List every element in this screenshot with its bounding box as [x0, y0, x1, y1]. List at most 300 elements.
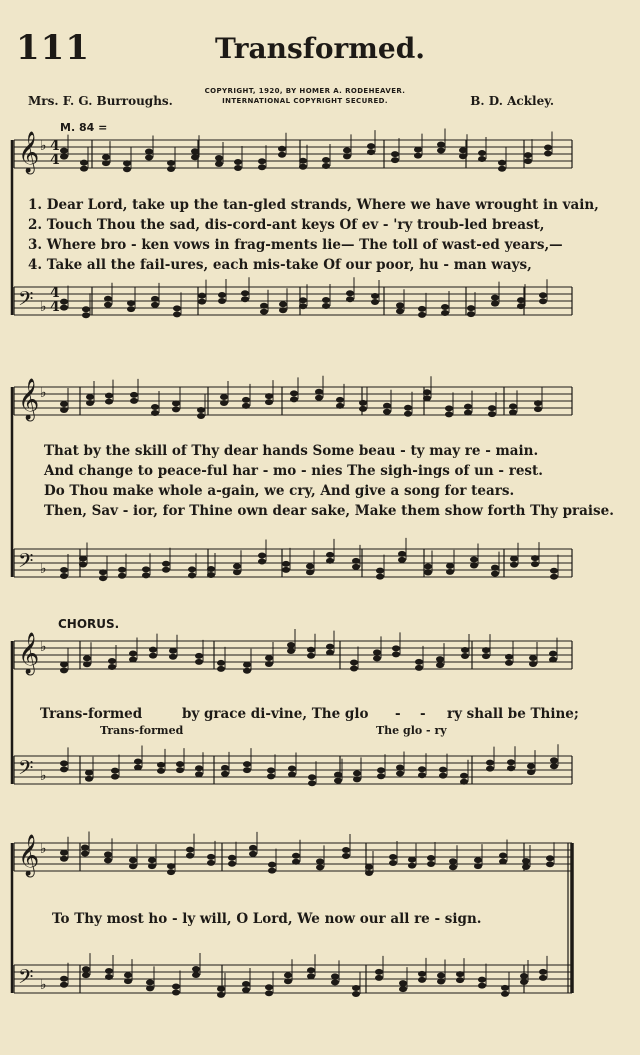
note-head	[373, 649, 381, 655]
note-head	[352, 558, 360, 564]
note-head	[343, 153, 351, 159]
note-head	[105, 399, 113, 405]
note-head	[151, 410, 159, 416]
note-head	[524, 158, 532, 164]
note-head	[207, 854, 215, 860]
note-head	[195, 765, 203, 771]
note-head	[464, 404, 472, 410]
note-head	[118, 567, 126, 573]
composer-credit: B. D. Ackley.	[470, 94, 554, 108]
note-head	[408, 863, 416, 869]
note-head	[505, 654, 513, 660]
note-head	[268, 868, 276, 874]
note-head	[306, 569, 314, 575]
note-head	[491, 571, 499, 577]
note-head	[359, 400, 367, 406]
note-head	[129, 863, 137, 869]
note-head	[392, 651, 400, 657]
note-head	[491, 301, 499, 307]
note-head	[461, 653, 469, 659]
note-head	[221, 765, 229, 771]
note-head	[322, 157, 330, 163]
note-head	[81, 851, 89, 857]
key-flat: ♭	[40, 138, 47, 154]
time-signature: 4	[50, 299, 60, 315]
verse-1-line: 1. Dear Lord, take up the tan-gled strands, Where we have wrought in vain,	[28, 197, 599, 213]
note-head	[186, 853, 194, 859]
note-head	[478, 983, 486, 989]
note-head	[172, 400, 180, 406]
note-head	[279, 301, 287, 307]
bass-cue-lyric: The glo - ry	[376, 724, 447, 737]
note-head	[383, 409, 391, 415]
note-head	[258, 164, 266, 170]
note-head	[507, 759, 515, 765]
note-head	[129, 651, 137, 657]
hymn-title: Transformed.	[214, 32, 426, 65]
note-head	[299, 158, 307, 164]
note-head	[445, 411, 453, 417]
note-head	[427, 855, 435, 861]
note-head	[104, 851, 112, 857]
note-head	[550, 763, 558, 769]
note-head	[130, 398, 138, 404]
note-head	[104, 296, 112, 302]
note-head	[102, 154, 110, 160]
note-head	[505, 660, 513, 666]
note-head	[142, 572, 150, 578]
verse-2-line: And change to peace-ful har - mo - nies The sigh-ings of un - rest.	[44, 463, 543, 479]
metronome-mark: M. 84 =	[60, 121, 108, 134]
note-head	[326, 650, 334, 656]
note-head	[127, 306, 135, 312]
note-head	[299, 297, 307, 303]
note-head	[83, 655, 91, 661]
note-head	[85, 776, 93, 782]
note-head	[316, 864, 324, 870]
note-head	[474, 857, 482, 863]
note-head	[342, 847, 350, 853]
note-head	[316, 858, 324, 864]
note-head	[396, 765, 404, 771]
note-head	[79, 562, 87, 568]
note-head	[539, 298, 547, 304]
note-head	[307, 653, 315, 659]
note-head	[188, 572, 196, 578]
key-flat: ♭	[40, 299, 47, 315]
chorus-lyric: Trans-formed	[40, 706, 143, 722]
note-head	[145, 149, 153, 155]
note-head	[60, 573, 68, 579]
note-head	[375, 975, 383, 981]
note-head	[83, 661, 91, 667]
note-head	[167, 160, 175, 166]
note-head	[307, 973, 315, 979]
note-head	[242, 987, 250, 993]
note-head	[151, 302, 159, 308]
note-head	[474, 863, 482, 869]
note-head	[531, 555, 539, 561]
note-head	[195, 771, 203, 777]
treble-clef: 𝄞	[18, 379, 40, 420]
note-head	[172, 406, 180, 412]
note-head	[510, 556, 518, 562]
time-signature: 4	[50, 285, 60, 301]
treble-clef: 𝄞	[18, 633, 40, 674]
note-head	[234, 165, 242, 171]
note-head	[195, 659, 203, 665]
note-head	[307, 967, 315, 973]
hymn-number: 111	[16, 28, 90, 68]
note-head	[157, 768, 165, 774]
note-head	[308, 780, 316, 786]
note-head	[350, 665, 358, 671]
treble-clef: 𝄞	[18, 132, 40, 173]
note-head	[491, 295, 499, 301]
note-head	[151, 296, 159, 302]
note-head	[186, 847, 194, 853]
note-head	[129, 857, 137, 863]
note-head	[346, 290, 354, 296]
note-head	[350, 659, 358, 665]
note-head	[449, 864, 457, 870]
note-head	[145, 155, 153, 161]
note-head	[299, 164, 307, 170]
note-head	[446, 563, 454, 569]
note-head	[284, 978, 292, 984]
note-head	[478, 156, 486, 162]
note-head	[441, 310, 449, 316]
note-head	[80, 160, 88, 166]
note-head	[334, 772, 342, 778]
note-head	[134, 758, 142, 764]
note-head	[162, 561, 170, 567]
note-head	[478, 977, 486, 983]
note-head	[191, 154, 199, 160]
note-head	[415, 665, 423, 671]
note-head	[375, 969, 383, 975]
note-head	[550, 568, 558, 574]
note-head	[169, 654, 177, 660]
note-head	[482, 653, 490, 659]
treble-clef: 𝄞	[18, 835, 40, 876]
note-head	[322, 163, 330, 169]
note-head	[488, 405, 496, 411]
note-head	[82, 306, 90, 312]
note-head	[215, 161, 223, 167]
note-head	[501, 985, 509, 991]
note-head	[507, 765, 515, 771]
note-head	[111, 774, 119, 780]
note-head	[148, 863, 156, 869]
note-head	[546, 861, 554, 867]
note-head	[353, 776, 361, 782]
note-head	[267, 773, 275, 779]
note-head	[265, 990, 273, 996]
note-head	[167, 869, 175, 875]
note-head	[391, 151, 399, 157]
note-head	[228, 855, 236, 861]
note-head	[445, 405, 453, 411]
note-head	[456, 977, 464, 983]
bass-clef: 𝄢	[18, 549, 34, 577]
note-head	[217, 660, 225, 666]
note-head	[172, 989, 180, 995]
note-head	[243, 668, 251, 674]
key-flat: ♭	[40, 385, 47, 401]
note-head	[299, 303, 307, 309]
note-head	[265, 984, 273, 990]
note-head	[352, 985, 360, 991]
note-head	[326, 644, 334, 650]
note-head	[242, 397, 250, 403]
note-head	[192, 972, 200, 978]
note-head	[459, 147, 467, 153]
note-head	[60, 667, 68, 673]
note-head	[467, 305, 475, 311]
note-head	[383, 403, 391, 409]
note-head	[365, 864, 373, 870]
note-head	[460, 773, 468, 779]
note-head	[169, 648, 177, 654]
note-head	[198, 299, 206, 305]
note-head	[308, 774, 316, 780]
note-head	[423, 395, 431, 401]
note-head	[288, 772, 296, 778]
note-head	[282, 561, 290, 567]
note-head	[470, 562, 478, 568]
key-flat: ♭	[40, 768, 47, 784]
note-head	[249, 845, 257, 851]
note-head	[322, 297, 330, 303]
note-head	[146, 979, 154, 985]
note-head	[539, 292, 547, 298]
note-head	[404, 405, 412, 411]
note-head	[334, 778, 342, 784]
note-head	[399, 986, 407, 992]
note-head	[207, 860, 215, 866]
note-head	[424, 564, 432, 570]
note-head	[377, 767, 385, 773]
note-head	[207, 572, 215, 578]
note-head	[258, 559, 266, 565]
note-head	[437, 147, 445, 153]
note-head	[418, 977, 426, 983]
note-head	[111, 768, 119, 774]
note-head	[396, 302, 404, 308]
note-head	[396, 771, 404, 777]
note-head	[498, 166, 506, 172]
note-head	[449, 858, 457, 864]
note-head	[234, 159, 242, 165]
note-head	[423, 389, 431, 395]
note-head	[102, 160, 110, 166]
note-head	[520, 973, 528, 979]
note-head	[549, 651, 557, 657]
note-head	[148, 857, 156, 863]
note-head	[284, 972, 292, 978]
bass-cue-lyric: Trans-formed	[100, 724, 184, 737]
note-head	[331, 973, 339, 979]
note-head	[460, 779, 468, 785]
note-head	[520, 979, 528, 985]
note-head	[60, 154, 68, 160]
note-head	[404, 411, 412, 417]
copyright-line: COPYRIGHT, 1920, BY HOMER A. RODEHEAVER.	[204, 87, 406, 95]
note-head	[315, 389, 323, 395]
note-head	[197, 407, 205, 413]
note-head	[60, 305, 68, 311]
note-head	[290, 390, 298, 396]
key-flat: ♭	[40, 561, 47, 577]
note-head	[424, 570, 432, 576]
note-head	[544, 150, 552, 156]
bass-clef: 𝄢	[18, 756, 34, 784]
note-head	[149, 647, 157, 653]
note-head	[241, 296, 249, 302]
note-head	[550, 574, 558, 580]
note-head	[157, 762, 165, 768]
note-head	[326, 552, 334, 558]
note-head	[342, 853, 350, 859]
note-head	[99, 575, 107, 581]
note-head	[415, 659, 423, 665]
note-head	[343, 147, 351, 153]
note-head	[527, 769, 535, 775]
note-head	[60, 760, 68, 766]
note-head	[105, 974, 113, 980]
note-head	[529, 655, 537, 661]
note-head	[408, 857, 416, 863]
note-head	[418, 772, 426, 778]
note-head	[418, 971, 426, 977]
note-head	[278, 146, 286, 152]
chorus-label: CHORUS.	[58, 617, 120, 631]
note-head	[527, 763, 535, 769]
note-head	[539, 975, 547, 981]
note-head	[260, 303, 268, 309]
note-head	[127, 300, 135, 306]
note-head	[446, 569, 454, 575]
note-head	[249, 851, 257, 857]
note-head	[517, 297, 525, 303]
note-head	[306, 563, 314, 569]
note-head	[167, 863, 175, 869]
note-head	[82, 972, 90, 978]
note-head	[398, 557, 406, 563]
note-head	[195, 653, 203, 659]
note-head	[534, 400, 542, 406]
verse-1-line: That by the skill of Thy dear hands Some beau - ty may re - main.	[44, 443, 539, 459]
time-signature: 4	[50, 152, 60, 168]
verse-3-line: 3. Where bro - ken vows in frag-ments lie— The toll of wast-ed years,—	[28, 237, 563, 253]
note-head	[233, 569, 241, 575]
key-flat: ♭	[40, 841, 47, 857]
note-head	[268, 862, 276, 868]
note-head	[123, 166, 131, 172]
note-head	[456, 971, 464, 977]
time-signature: 4	[50, 138, 60, 154]
note-head	[265, 399, 273, 405]
note-head	[427, 861, 435, 867]
note-head	[499, 852, 507, 858]
note-head	[207, 566, 215, 572]
note-head	[118, 573, 126, 579]
note-head	[79, 556, 87, 562]
note-head	[233, 563, 241, 569]
note-head	[108, 664, 116, 670]
note-head	[60, 766, 68, 772]
note-head	[134, 764, 142, 770]
note-head	[439, 773, 447, 779]
note-head	[129, 657, 137, 663]
note-head	[346, 296, 354, 302]
note-head	[173, 305, 181, 311]
note-head	[336, 403, 344, 409]
note-head	[501, 991, 509, 997]
note-head	[99, 569, 107, 575]
note-head	[123, 160, 131, 166]
note-head	[326, 558, 334, 564]
note-head	[529, 661, 537, 667]
note-head	[546, 855, 554, 861]
chorus-lyric: -	[395, 706, 401, 722]
note-head	[418, 306, 426, 312]
note-head	[439, 767, 447, 773]
note-head	[549, 657, 557, 663]
note-head	[220, 400, 228, 406]
note-head	[499, 858, 507, 864]
note-head	[367, 143, 375, 149]
note-head	[376, 574, 384, 580]
note-head	[524, 152, 532, 158]
note-head	[517, 303, 525, 309]
note-head	[459, 153, 467, 159]
note-head	[215, 155, 223, 161]
note-head	[482, 647, 490, 653]
note-head	[217, 992, 225, 998]
note-head	[151, 404, 159, 410]
chorus-lyric: -	[420, 706, 426, 722]
note-head	[60, 976, 68, 982]
note-head	[81, 845, 89, 851]
note-head	[414, 147, 422, 153]
note-head	[228, 861, 236, 867]
verse-3-line: Do Thou make whole a-gain, we cry, And give a song for tears.	[44, 483, 515, 499]
note-head	[436, 656, 444, 662]
note-head	[534, 406, 542, 412]
note-head	[398, 551, 406, 557]
note-head	[544, 144, 552, 150]
note-head	[60, 567, 68, 573]
note-head	[486, 766, 494, 772]
bass-clef: 𝄢	[18, 287, 34, 315]
note-head	[172, 983, 180, 989]
note-head	[260, 309, 268, 315]
note-head	[86, 394, 94, 400]
note-head	[376, 568, 384, 574]
note-head	[146, 985, 154, 991]
chorus-lyric: ry shall be Thine;	[447, 706, 579, 722]
note-head	[220, 394, 228, 400]
note-head	[522, 864, 530, 870]
note-head	[124, 978, 132, 984]
note-head	[467, 311, 475, 317]
note-head	[191, 148, 199, 154]
note-head	[373, 655, 381, 661]
note-head	[491, 565, 499, 571]
note-head	[258, 553, 266, 559]
